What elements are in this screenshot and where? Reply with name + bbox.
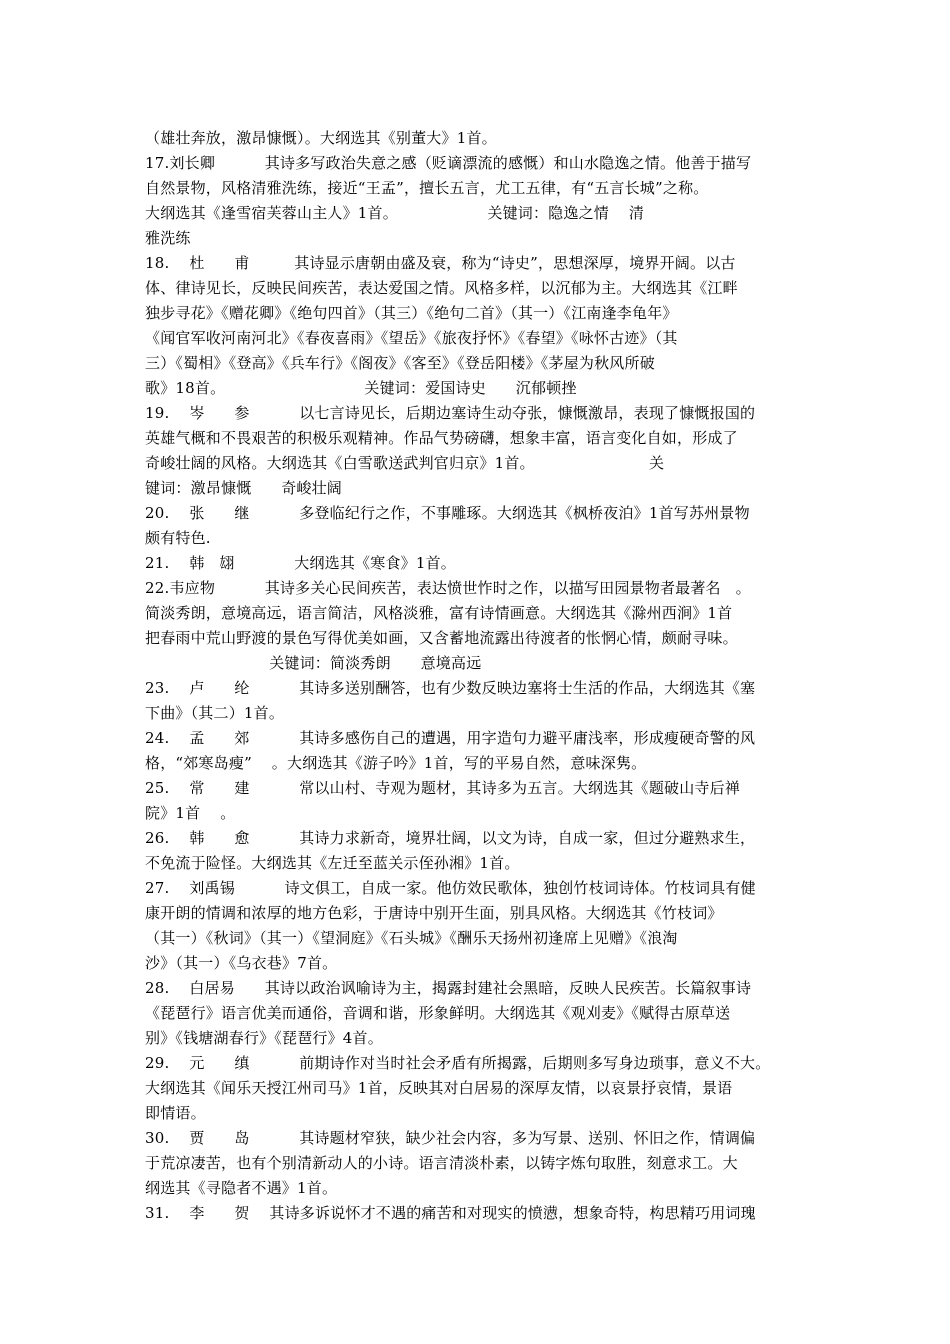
text-line: 颇有特色. bbox=[145, 529, 211, 547]
text-line: 格，“郊寒岛瘦” 。大纲选其《游子吟》1首，写的平易自然，意味深隽。 bbox=[145, 754, 647, 772]
text-line: 31. 李 贺 其诗多诉说怀才不遇的痛苦和对现实的愤懑，想象奇特，构思精巧用词瑰 bbox=[145, 1204, 756, 1222]
text-line: 体、律诗见长，反映民间疾苦，表达爱国之情。风格多样，以沉郁为主。大纲选其《江畔 bbox=[145, 279, 738, 297]
text-line: 《琵琶行》语言优美而通俗，音调和谐，形象鲜明。大纲选其《观刈麦》《赋得古原草送 bbox=[145, 1004, 731, 1022]
text-line: 26. 韩 愈 其诗力求新奇，境界壮阔，以文为诗，自成一家，但过分避熟求生， bbox=[145, 829, 756, 847]
text-line: 别》《钱塘湖春行》《琵琶行》4首。 bbox=[145, 1029, 383, 1047]
text-line: 英雄气概和不畏艰苦的积极乐观精神。作品气势磅礴，想象丰富，语言变化自如，形成了 bbox=[145, 429, 738, 447]
text-line: 24. 孟 郊 其诗多感伤自己的遭遇，用字造句力避平庸浅率，形成瘦硬奇警的风 bbox=[145, 729, 756, 747]
text-line: 自然景物，风格清雅洗练，接近“王孟”，擅长五言，尤工五律，有“五言长城”之称。 bbox=[145, 179, 709, 197]
text-line: 键词：激昂慷慨 奇峻壮阔 bbox=[145, 479, 343, 497]
text-line: 把春雨中荒山野渡的景色写得优美如画，又含蓄地流露出待渡者的怅惘心情，颇耐寻味。 bbox=[145, 629, 738, 647]
text-line: 18. 杜 甫 其诗显示唐朝由盛及衰，称为“诗史”，思想深厚，境界开阔。以古 bbox=[145, 254, 736, 272]
text-line: 23. 卢 纶 其诗多送别酬答，也有少数反映边塞将士生活的作品，大纲选其《塞 bbox=[145, 679, 756, 697]
text-line: 雅洗练 bbox=[145, 229, 191, 247]
text-line: 关键词：简淡秀朗 意境高远 bbox=[145, 654, 482, 672]
text-line: 纲选其《寻隐者不遇》1首。 bbox=[145, 1179, 338, 1197]
text-line: 独步寻花》《赠花卿》《绝句四首》（其三）《绝句二首》（其一）《江南逢李龟年》 bbox=[145, 304, 678, 322]
text-line: 27. 刘禹锡 诗文俱工，自成一家。他仿效民歌体，独创竹枝词诗体。竹枝词具有健 bbox=[145, 879, 756, 897]
text-line: 三）《蜀相》《登高》《兵车行》《阁夜》《客至》《登岳阳楼》《茅屋为秋风所破 bbox=[145, 354, 655, 372]
text-line: 下曲》（其二）1首。 bbox=[145, 704, 285, 722]
text-line: （雄壮奔放，激昂慷慨）。大纲选其《别董大》1首。 bbox=[145, 129, 497, 147]
text-line: 简淡秀朗，意境高远，语言简洁，风格淡雅，富有诗情画意。大纲选其《滁州西涧》1首 bbox=[145, 604, 733, 622]
text-line: 大纲选其《闻乐天授江州司马》1首，反映其对白居易的深厚友情，以哀景抒哀情，景语 bbox=[145, 1079, 733, 1097]
text-line: 20. 张 继 多登临纪行之作，不事雕琢。大纲选其《枫桥夜泊》1首写苏州景物 bbox=[145, 504, 750, 522]
text-line: （其一）《秋词》（其一）《望洞庭》《石头城》《酬乐天扬州初逢席上见赠》《浪淘 bbox=[145, 929, 678, 947]
text-line: 康开朗的情调和浓厚的地方色彩，于唐诗中别开生面，别具风格。大纲选其《竹枝词》 bbox=[145, 904, 723, 922]
text-line: 25. 常 建 常以山村、寺观为题材，其诗多为五言。大纲选其《题破山寺后禅 bbox=[145, 779, 741, 797]
text-line: 于荒凉凄苦，也有个别清新动人的小诗。语言清淡朴素，以铸字炼句取胜，刻意求工。大 bbox=[145, 1154, 738, 1172]
text-line: 不免流于险怪。大纲选其《左迁至蓝关示侄孙湘》1首。 bbox=[145, 854, 520, 872]
text-line: 奇峻壮阔的风格。大纲选其《白雪歌送武判官归京》1首。 关 bbox=[145, 454, 665, 472]
text-line: 17.刘长卿 其诗多写政治失意之感（贬谪漂流的感慨）和山水隐逸之情。他善于描写 bbox=[145, 154, 752, 172]
text-line: 21. 韩 翃 大纲选其《寒食》1首。 bbox=[145, 554, 456, 572]
text-line: 19. 岑 参 以七言诗见长，后期边塞诗生动夺张，慷慨激昂，表现了慷慨报国的 bbox=[145, 404, 756, 422]
text-line: 大纲选其《逢雪宿芙蓉山主人》1首。 关键词：隐逸之情 清 bbox=[145, 204, 645, 222]
text-line: 22.韦应物 其诗多关心民间疾苦，表达愤世怍时之作，以描写田园景物者最著名 。 bbox=[145, 579, 751, 597]
text-line: 28. 白居易 其诗以政治讽喻诗为主，揭露封建社会黑暗，反映人民疾苦。长篇叙事诗 bbox=[145, 979, 752, 997]
text-line: 30. 贾 岛 其诗题材窄狭，缺少社会内容，多为写景、送别、怀旧之作，情调偏 bbox=[145, 1129, 756, 1147]
text-line: 院》1首 。 bbox=[145, 804, 236, 822]
text-line: 即情语。 bbox=[145, 1104, 206, 1122]
text-line: 29. 元 缜 前期诗作对当时社会矛盾有所揭露，后期则多写身边琐事，意义不大。 bbox=[145, 1054, 771, 1072]
text-line: 《闻官军收河南河北》《春夜喜雨》《望岳》《旅夜抒怀》《春望》《咏怀古迹》（其 bbox=[145, 329, 678, 347]
text-line: 歌》18首。 关键词：爱国诗史 沉郁顿挫 bbox=[145, 379, 577, 397]
text-line: 沙》（其一）《乌衣巷》7首。 bbox=[145, 954, 338, 972]
